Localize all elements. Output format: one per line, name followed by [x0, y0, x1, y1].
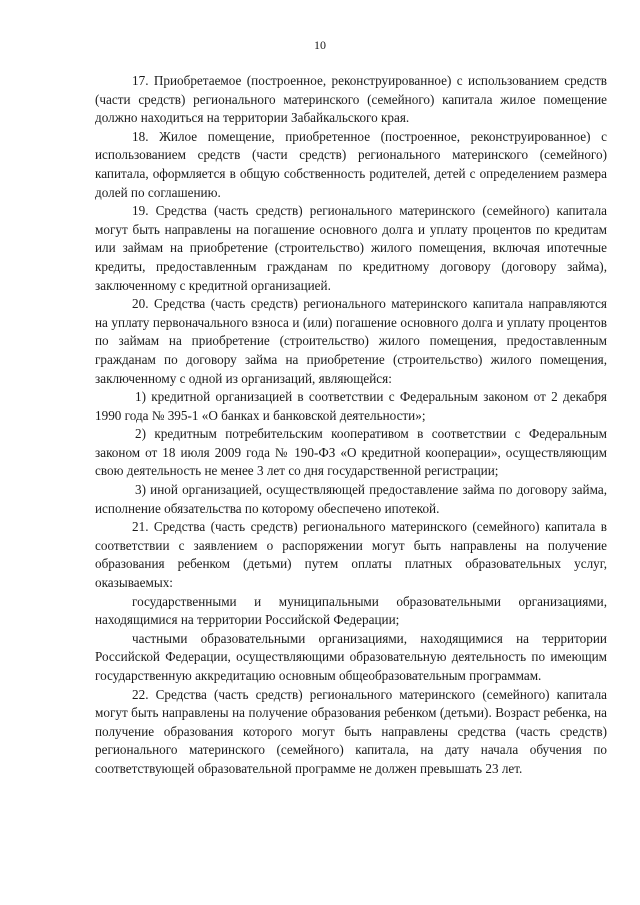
- list-item-private-orgs: частными образовательными организациями, находящимися на территории Российской Федерации, осуществляющими образовательную деятельность по имеющим государственную аккредитацию основным общеобразовательным программам.: [95, 630, 607, 683]
- list-item-state-orgs: государственными и муниципальными образовательными организациями, находящимися на территории Российской Федерации;: [95, 593, 607, 628]
- paragraph-19: 19. Средства (часть средств) регионального материнского (семейного) капитала могут быть направлены на погашение основного долга и уплату процентов по кредитам или займам на приобретение (строительство) жилого помещения, включая ипотечные кредиты, предоставленным гражданам по кредитному договору (договору займа), заключенному с кредитной организацией.: [95, 203, 607, 293]
- paragraph-21: 21. Средства (часть средств) регионального материнского (семейного) капитала в соответствии с заявлением о распоряжении могут быть направлены на получение образования ребенком (детьми) путем оплаты платных образовательных услуг, оказываемых:: [95, 519, 607, 591]
- paragraph-22: 22. Средства (часть средств) регионального материнского (семейного) капитала могут быть направлены на получение образования ребенком (детьми). Возраст ребенка, на получение образования которого могут быть направлены средства (часть средств) регионального материнского (семейного) капитала, на дату начала обучения по соответствующей образовательной программе не должен превышать 23 лет.: [95, 686, 607, 776]
- list-item-2: 2) кредитным потребительским кооперативом в соответствии с Федеральным законом от 18 июля 2009 года № 190-ФЗ «О кредитной кооперации», осуществляющим свою деятельность не менее 3 лет со дня государственной регистрации;: [95, 426, 607, 479]
- paragraph-17: 17. Приобретаемое (построенное, реконструированное) с использованием средств (части средств) регионального материнского (семейного) капитала жилое помещение должно находиться на территории Забайкальского края.: [95, 73, 607, 126]
- paragraph-20: 20. Средства (часть средств) регионального материнского капитала направляются на уплату первоначального взноса и (или) погашение основного долга и уплату процентов по займам на приобретение (строительство) жилого помещения, предоставленным гражданам по договору займа на приобретение (строительство) жилого помещения, заключенному с одной из организаций, являющейся:: [95, 296, 607, 386]
- page-number: 10: [314, 38, 326, 52]
- document-body: [95, 72, 607, 779]
- list-item-3: 3) иной организацией, осуществляющей предоставление займа по договору займа, исполнение обязательства по которому обеспечено ипотекой.: [95, 482, 607, 516]
- paragraph-18: 18. Жилое помещение, приобретенное (построенное, реконструированное) с использованием средств (части средств) регионального материнского (семейного) капитала, оформляется в общую собственность родителей, детей с определением размера долей по соглашению.: [95, 128, 607, 200]
- list-item-1: 1) кредитной организацией в соответствии с Федеральным законом от 2 декабря 1990 года № 395-1 «О банках и банковской деятельности»;: [95, 389, 607, 423]
